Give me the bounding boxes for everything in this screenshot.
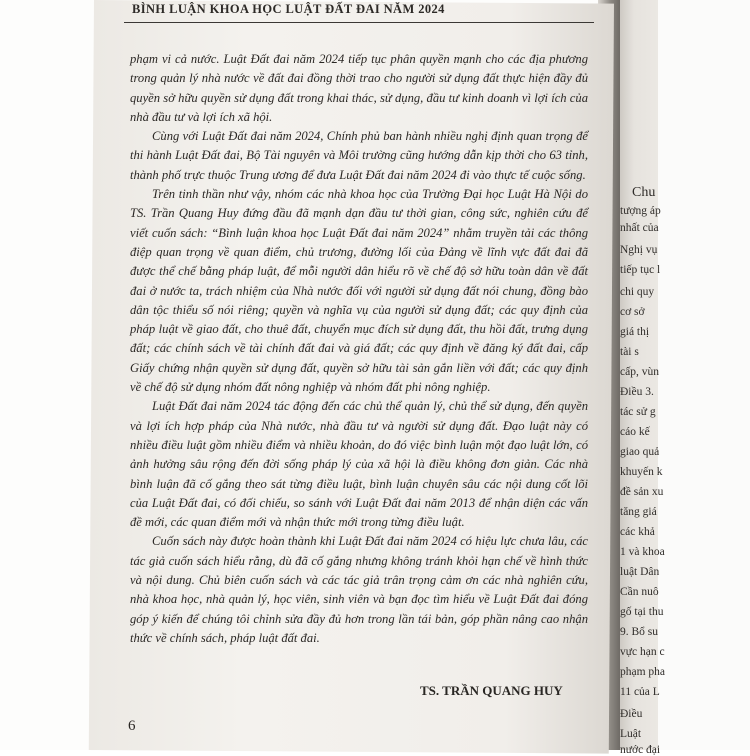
right-page-text-fragment: vực hạn c: [620, 646, 665, 658]
right-page-text-fragment: Điều: [620, 708, 643, 720]
right-page-text-fragment: 1 và khoa: [620, 546, 665, 558]
right-page-text-fragment: tượng áp: [620, 205, 661, 217]
right-page-text-fragment: tăng giá: [620, 506, 657, 518]
right-page-fragment: [618, 0, 666, 756]
right-page-text-fragment: nước đại: [620, 744, 661, 756]
right-page-text-fragment: 9. Bổ su: [620, 626, 659, 638]
right-page-text-fragment: Cần nuô: [620, 586, 659, 598]
right-page-text-fragment: cấp, vùn: [620, 366, 659, 378]
right-page-text-fragment: 11 của L: [620, 686, 660, 698]
paragraph: phạm vi cả nước. Luật Đất đai năm 2024 tiếp tục phân quyền mạnh cho các địa phương trong quản lý nhà nước về đất đai đồng thời trao cho người sử dụng đất thực hiện đầy đủ quyền sở hữu quyền sử dụng đất trong khai thác, sử dụng, đầu tư kinh doanh vì lợi ích của nhà đầu tư và lợi ích xã hội.: [130, 52, 588, 124]
right-page-text-fragment: tiếp tục l: [620, 264, 661, 276]
right-page-text-fragment: các khả: [620, 526, 655, 538]
paragraph: Cuốn sách này được hoàn thành khi Luật Đất đai năm 2024 có hiệu lực chưa lâu, các tác giả cuốn sách hiểu rằng, dù đã cố gắng nhưng không tránh khỏi hạn chế về hình thức và nội dung. Chủ biên cuốn sách và các tác giả trân trọng cảm ơn các nhà nghiên cứu, nhà khoa học, nhà quản lý, học viên, sinh viên và bạn đọc tìm hiểu về Luật Đất đai đóng góp ý kiến để chúng tôi chỉnh sửa đầy đủ hơn trong lần tái bản, góp phần nâng cao nhận thức về chính sách, pháp luật đất đai.: [130, 534, 588, 645]
right-page-text-fragment: chi quy: [620, 286, 655, 298]
right-page-text-fragment: Điều 3.: [620, 386, 654, 398]
right-page-text-fragment: Luật: [620, 728, 642, 740]
right-page-text-fragment: đề sản xu: [620, 486, 664, 498]
right-page-text-fragment: giá thị: [620, 326, 650, 338]
right-page-text-fragment: Nghị vụ: [620, 244, 658, 256]
right-page-text-fragment: cáo kế: [620, 426, 650, 438]
right-page-text-fragment: giao quả: [620, 446, 660, 458]
right-page-text-fragment: Chu: [632, 185, 656, 200]
right-page-text-fragment: tài s: [620, 346, 639, 358]
right-page-text-fragment: phạm pha: [620, 666, 666, 678]
running-header: BÌNH LUẬN KHOA HỌC LUẬT ĐẤT ĐAI NĂM 2024: [132, 2, 445, 16]
header-rule: [124, 22, 594, 23]
right-page-text-fragment: tác sử g: [620, 406, 656, 418]
background-outside: [658, 0, 750, 750]
right-page-text-fragment: khuyến k: [620, 466, 663, 478]
paragraph: Luật Đất đai năm 2024 tác động đến các chủ thể quản lý, chủ thể sử dụng, đến quyền và lợi ích hợp pháp của Nhà nước, nhà đầu tư và người sử dụng đất. Đạo luật này có nhiều điều luật gồm nhiều điểm và nhiều khoản, do đó việc bình luận một đạo luật lớn, có ảnh hưởng sâu rộng đến đời sống pháp lý của xã hội là điều không đơn giản. Các nhà bình luận đã cố gắng theo sát từng điều luật, bình luận chuyên sâu các nội dung cốt lõi của Luật Đất đai, có đối chiếu, so sánh với Luật Đất đai năm 2013 để nhận diện các vấn đề mới, các quan điểm mới và nhận thức mới trong từng điều luật.: [130, 399, 588, 530]
body-text: [130, 50, 588, 648]
right-page-text-fragment: gố tại thu: [620, 606, 664, 618]
page-number: 6: [128, 718, 136, 734]
author-signature: TS. TRẦN QUANG HUY: [420, 683, 563, 698]
paragraph: Cùng với Luật Đất đai năm 2024, Chính phủ ban hành nhiều nghị định quan trọng để thi hành Luật Đất đai, Bộ Tài nguyên và Môi trường cũng hướng dẫn kịp thời cho 63 tỉnh, thành phố trực thuộc Trung ương để đưa Luật Đất đai năm 2024 đi vào thực tế cuộc sống.: [130, 129, 588, 182]
right-page-text-fragment: nhất của: [620, 222, 659, 234]
right-page-text-fragment: cơ sở: [620, 306, 645, 318]
right-page-text-fragment: luật Dân: [620, 566, 660, 578]
paragraph: Trên tinh thần như vậy, nhóm các nhà khoa học của Trường Đại học Luật Hà Nội do TS. Trần Quang Huy đứng đầu đã mạnh dạn đầu tư thời gian, công sức, nghiên cứu để viết cuốn sách: “Bình luận khoa học Luật Đất đai năm 2024” nhằm truyền tải các thông điệp quan trọng về quan điểm, chủ trương, đường lối của Đảng về lĩnh vực đất đai đã được thể chế bằng pháp luật, để mỗi người dân hiểu rõ về chế độ sở hữu toàn dân về đất đai ở nước ta, trách nhiệm của Nhà nước đối với người sử dụng đất nói chung, đồng bào dân tộc thiểu số nói riêng; quyền và nghĩa vụ của người sử dụng đất; các quy định của pháp luật về giao đất, cho thuê đất, chuyển mục đích sử dụng đất, thu hồi đất, trưng dụng đất; các chính sách về tài chính đất đai và giá đất; các quy định về đăng ký đất đai, cấp Giấy chứng nhận quyền sử dụng đất, quyền sở hữu tài sản gắn liền với đất; các quy định về chế độ sử dụng nhóm đất nông nghiệp và nhóm đất phi nông nghiệp.: [130, 187, 588, 395]
